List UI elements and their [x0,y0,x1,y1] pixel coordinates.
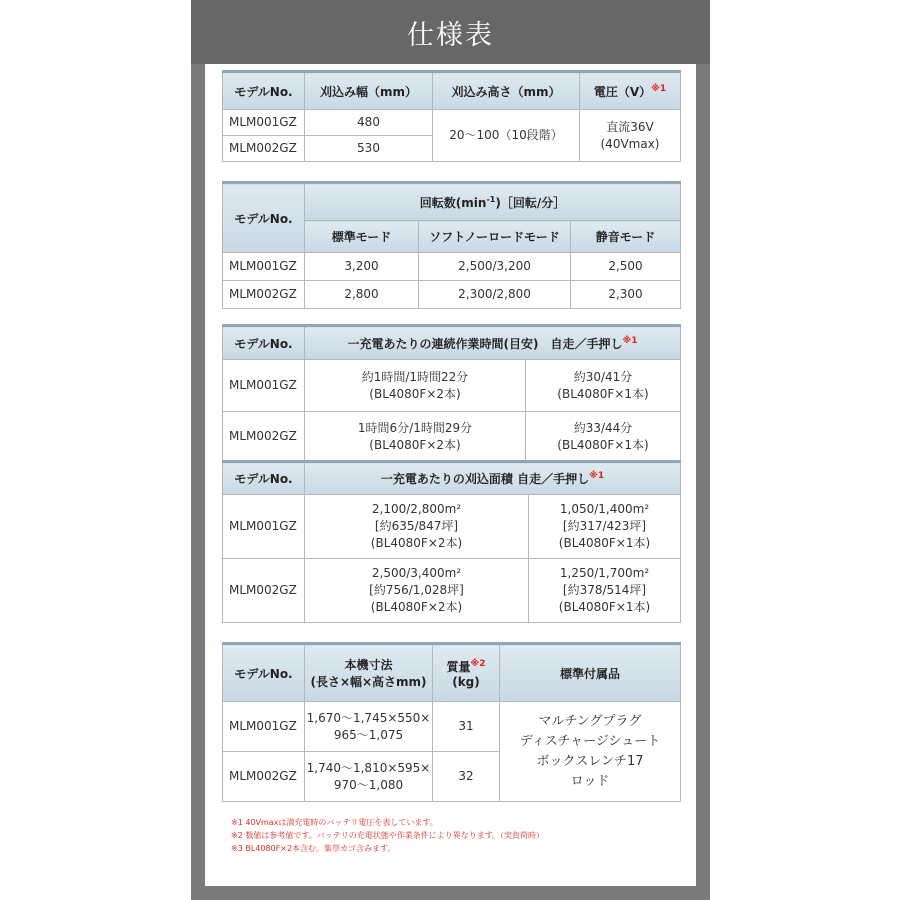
rotation-cell: 2,300 [571,281,681,309]
model-cell: MLM001GZ [223,360,305,412]
rotation-group-header: 回転数$(\min^{-1})[$回転/分］ [305,183,681,221]
voltage-header: 電圧$(V)^{※1}$ [580,72,681,110]
accessories-header: 標準付属品 [500,644,681,702]
cut-width-header: 刈込み幅（mm） [305,72,433,110]
rotation-cell: 2,500/3,200 [419,253,571,281]
model-header: モデルNo. [223,644,305,702]
accessories-cell: マルチングプラグ ディスチャージシュート ボックスレンチ17 ロッド [500,702,681,802]
model-cell: MLM001GZ [223,702,305,752]
mass-header: 質量$^{※2}$ (kg) [433,644,500,702]
runtime-2-battery-cell: 約1時間/1時間22分 (BL4080F×2本) [305,360,526,412]
spec-table-mowing-area [222,460,681,623]
model-cell: MLM001GZ [223,495,305,559]
model-cell: MLM002GZ [223,136,305,162]
area-1-battery-cell: 1,050/1,400m² [約317/423坪] (BL4080F×1本) [529,495,681,559]
title-bar [191,0,710,64]
standard-mode-header: 標準モード [305,221,419,253]
voltage-cell: 直流36V (40Vmax) [580,110,681,162]
spec-table-rotation [222,181,681,309]
mass-cell: 31 [433,702,500,752]
rotation-cell: 2,500 [571,253,681,281]
model-cell: MLM002GZ [223,412,305,462]
runtime-2-battery-cell: 1時間6分/1時間29分 (BL4080F×2本) [305,412,526,462]
model-cell: MLM001GZ [223,110,305,136]
area-1-battery-cell: 1,250/1,700m² [約378/514坪] (BL4080F×1本) [529,559,681,623]
spec-table-runtime [222,324,681,462]
dimensions-cell: 1,670〜1,745×550× 965〜1,075 [305,702,433,752]
model-header: モデルNo. [223,72,305,110]
soft-no-load-mode-header: ソフトノーロードモード [419,221,571,253]
model-header: モデルNo. [223,462,305,495]
mowing-area-header: 一充電あたりの刈込面積 自走／手押し$^{※1}$ [305,462,681,495]
footnotes [231,816,691,855]
area-2-battery-cell: 2,500/3,400m² [約756/1,028坪] (BL4080F×2本) [305,559,529,623]
area-2-battery-cell: 2,100/2,800m² [約635/847坪] (BL4080F×2本) [305,495,529,559]
spec-content [205,64,696,886]
page-title: 仕様表 [407,19,494,51]
spec-table-size-mass-accessories [222,642,681,802]
dimensions-header: 本機寸法 (長さ×幅×高さmm) [305,644,433,702]
cut-height-header: 刈込み高さ（mm） [433,72,580,110]
spec-table-dimensions-voltage [222,70,681,162]
model-cell: MLM002GZ [223,752,305,802]
footnote: ※2 数値は参考値です。バッテリの充電状態や作業条件により異なります。（実負荷時） [231,831,545,840]
rotation-cell: 2,800 [305,281,419,309]
runtime-header: 一充電あたりの連続作業時間(目安) 自走／手押し$^{※1}$ [305,326,681,360]
footnote: ※3 BL4080F×2本含む。集草カゴ含みます。 [231,844,396,853]
spec-frame [191,0,710,900]
cut-height-cell: 20〜100（10段階） [433,110,580,162]
model-cell: MLM002GZ [223,281,305,309]
rotation-cell: 3,200 [305,253,419,281]
model-header: モデルNo. [223,326,305,360]
model-cell: MLM002GZ [223,559,305,623]
runtime-1-battery-cell: 約33/44分 (BL4080F×1本) [526,412,681,462]
model-cell: MLM001GZ [223,253,305,281]
model-header: モデルNo. [223,183,305,253]
cut-width-cell: 480 [305,110,433,136]
dimensions-cell: 1,740〜1,810×595× 970〜1,080 [305,752,433,802]
quiet-mode-header: 静音モード [571,221,681,253]
mass-cell: 32 [433,752,500,802]
cut-width-cell: 530 [305,136,433,162]
runtime-1-battery-cell: 約30/41分 (BL4080F×1本) [526,360,681,412]
footnote: ※1 40Vmaxは満充電時のバッテリ電圧を表しています。 [231,818,438,827]
rotation-cell: 2,300/2,800 [419,281,571,309]
